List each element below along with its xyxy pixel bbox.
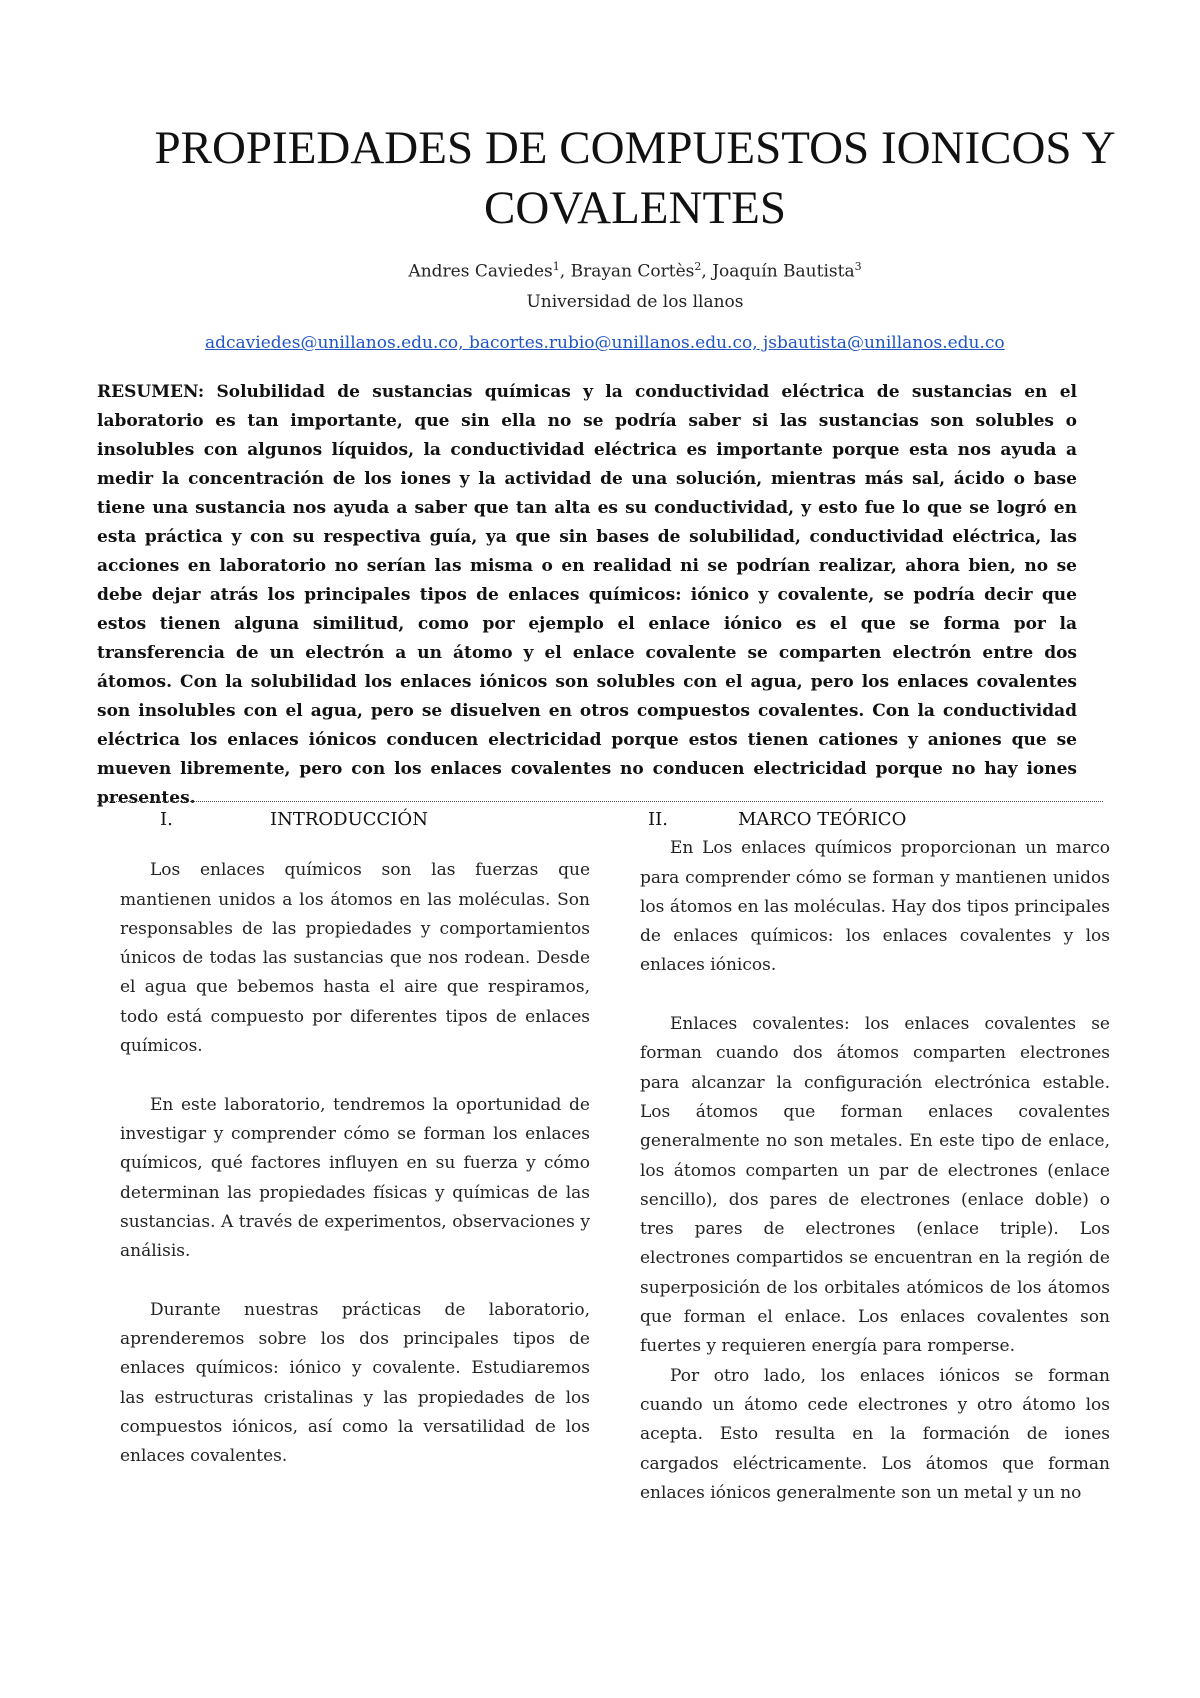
email-line [205,330,1065,356]
paragraph: Los enlaces químicos son las fuerzas que mantienen unidos a los átomos en las moléculas. Son responsables de las propiedades y comportamientos únicos de todas las sustancias que nos rodean. Desde el agua que bebemos hasta el aire que respiramos, todo está compuesto por diferentes tipos de enlaces químicos. [120,860,590,1057]
author-mark: 2 [694,260,702,273]
abstract: RESUMEN: Solubilidad de sustancias químicas y la conductividad eléctrica de sustancias en el laboratorio es tan importante, que sin ella no se podría saber si las sustancias son solubles o insolubles con algunos líquidos, la conductividad eléctrica es importante porque esta nos ayuda a medir la concentración de los iones y la actividad de una solución, mientras más sal, ácido o base tiene una sustancia nos ayuda a saber que tan alta es su conductividad, y esto fue lo que se logró en esta práctica y con su respectiva guía, ya que sin bases de solubilidad, conductividad eléctrica, las acciones en laboratorio no serían las misma o en realidad ni se podrían realizar, ahora bien, no se debe dejar atrás los principales tipos de enlaces químicos: iónico y covalente, se podría decir que estos tienen alguna similitud, como por ejemplo el enlace iónico es el que se forma por la transferencia de un electrón a un átomo y el enlace covalente se comparten electrón entre dos átomos. Con la solubilidad los enlaces iónicos son solubles con el agua, pero los enlaces covalentes son insolubles con el agua, pero se disuelven en otros compuestos covalentes. Con la conductividad eléctrica los enlaces iónicos conducen electricidad porque estos tienen cationes y aniones que se mueven libremente, pero con los enlaces covalentes no conducen electricidad porque no hay iones presentes. [97,382,1077,808]
affiliation: Universidad de los llanos [526,291,744,312]
author-name: Brayan Cortès [570,261,695,282]
author-list: Andres Caviedes$^1$, Brayan Cortès$^2$, Joaquín Bautista$^3$ [408,260,862,282]
paragraph: Enlaces covalentes: los enlaces covalentes se forman cuando dos átomos comparten electrones para alcanzar la configuración electrónica estable. Los átomos que forman enlaces covalentes generalmente no son metales. En este tipo de enlace, los átomos comparten un par de electrones (enlace sencillo), dos pares de electrones (enlace doble) o tres pares de electrones (enlace triple). Los electrones compartidos se encuentran en la región de superposición de los orbitales atómicos de los átomos que forman el enlace. Los enlaces covalentes son fuertes y requieren energía para romperse. [640,1014,1110,1357]
paragraph: Durante nuestras prácticas de laboratorio, aprenderemos sobre los dos principales tipos de enlaces químicos: iónico y covalente. Estudiaremos las estructuras cristalinas y las propiedades de los compuestos iónicos, así como la versatilidad de los enlaces covalentes. [120,1299,590,1467]
section-number: I. [160,809,173,830]
author-mark: 1 [552,260,560,273]
author-block [120,252,1150,317]
paper-title: PROPIEDADES DE COMPUESTOS IONICOS Y COVALENTES [154,122,1116,234]
column-left [120,805,590,1472]
paragraph: En este laboratorio, tendremos la oportunidad de investigar y comprender cómo se forman los enlaces químicos, qué factores influyen en su fuerza y cómo determinan las propiedades físicas y químicas de las sustancias. A través de experimentos, observaciones y análisis. [120,1094,590,1262]
author-mark: 3 [854,260,862,273]
column-right [640,805,1110,1508]
author-name: Andres Caviedes [408,261,553,282]
email-links[interactable]: adcaviedes@unillanos.edu.co, bacortes.rubio@unillanos.edu.co, jsbautista@unillanos.edu.co [205,333,1005,353]
paragraph: Por otro lado, los enlaces iónicos se forman cuando un átomo cede electrones y otro átomo los acepta. Esto resulta en la formación de iones cargados eléctricamente. Los átomos que forman enlaces iónicos generalmente son un metal y un no [640,1365,1110,1503]
section-divider [97,801,1103,802]
section-title: INTRODUCCIÓN [270,809,428,830]
paragraph: En Los enlaces químicos proporcionan un marco para comprender cómo se forman y mantienen unidos los átomos en las moléculas. Hay dos tipos principales de enlaces químicos: los enlaces covalentes y los enlaces iónicos. [640,838,1110,976]
section-number: II. [648,809,668,830]
author-name: Joaquín Bautista [712,261,855,282]
section-title: MARCO TEÓRICO [738,809,907,830]
section-heading-introduccion [120,805,590,834]
section-heading-marco-teorico [640,805,1110,834]
